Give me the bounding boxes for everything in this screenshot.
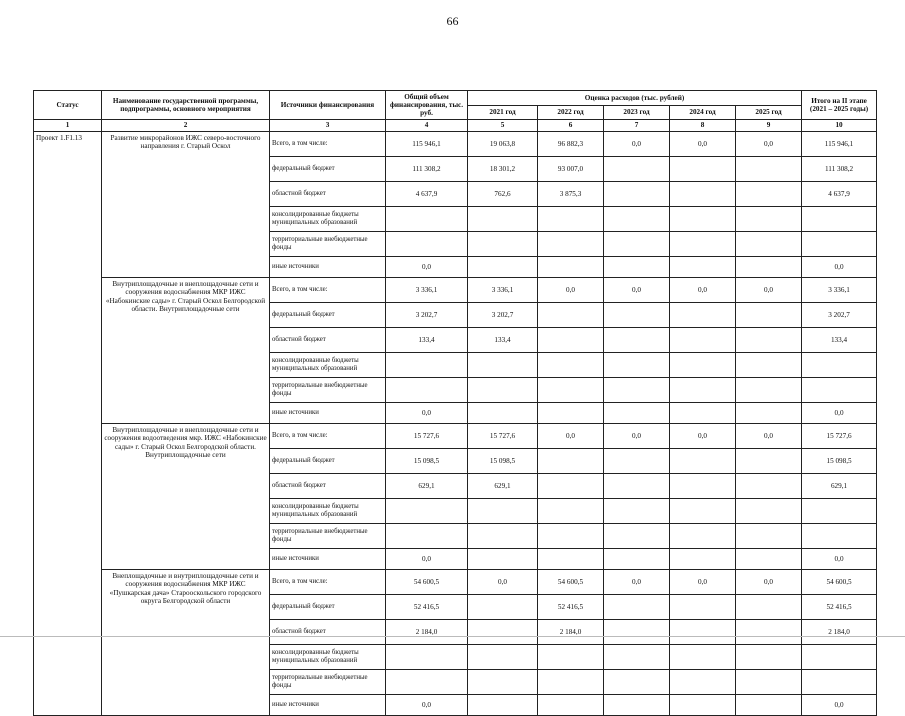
amount-cell [736,182,802,207]
funding-source: федеральный бюджет [270,303,386,328]
amount-cell [386,499,468,524]
amount-cell [736,595,802,620]
funding-source: консолидированные бюджеты муниципальных образований [270,645,386,670]
amount-cell: 19 063,8 [468,132,538,157]
amount-cell [670,303,736,328]
amount-cell: 15 098,5 [468,449,538,474]
header-status: Статус [34,91,102,120]
funding-source: областной бюджет [270,182,386,207]
amount-cell: 0,0 [538,278,604,303]
amount-cell: 52 416,5 [386,595,468,620]
funding-source: иные источники [270,549,386,570]
funding-source: федеральный бюджет [270,595,386,620]
amount-cell: 0,0 [802,695,877,716]
funding-source: Всего, в том числе: [270,424,386,449]
amount-cell [736,257,802,278]
amount-cell [802,645,877,670]
amount-cell [538,353,604,378]
amount-cell [802,232,877,257]
amount-cell: 52 416,5 [538,595,604,620]
amount-cell [736,620,802,645]
amount-cell: 15 727,6 [468,424,538,449]
header-estimate: Оценка расходов (тыс. рублей) [468,91,802,106]
amount-cell [670,207,736,232]
amount-cell: 0,0 [670,424,736,449]
amount-cell [604,353,670,378]
amount-cell: 762,6 [468,182,538,207]
amount-cell [468,645,538,670]
amount-cell [538,524,604,549]
amount-cell: 0,0 [670,278,736,303]
amount-cell [670,620,736,645]
amount-cell: 0,0 [670,570,736,595]
amount-cell [538,449,604,474]
amount-cell: 3 202,7 [468,303,538,328]
amount-cell [604,257,670,278]
amount-cell [736,695,802,716]
amount-cell [736,549,802,570]
amount-cell [386,670,468,695]
funding-source: территориальные внебюджетные фонды [270,232,386,257]
amount-cell [604,232,670,257]
amount-cell: 0,0 [736,570,802,595]
amount-cell: 15 098,5 [386,449,468,474]
amount-cell [736,328,802,353]
amount-cell [736,524,802,549]
amount-cell [736,378,802,403]
funding-source: областной бюджет [270,620,386,645]
amount-cell [736,232,802,257]
amount-cell: 54 600,5 [538,570,604,595]
amount-cell [386,645,468,670]
amount-cell [468,549,538,570]
column-number: 2 [102,120,270,132]
amount-cell: 0,0 [386,549,468,570]
amount-cell: 115 946,1 [386,132,468,157]
amount-cell [538,303,604,328]
amount-cell: 3 875,3 [538,182,604,207]
column-number: 10 [802,120,877,132]
amount-cell: 0,0 [468,570,538,595]
amount-cell [386,232,468,257]
column-number: 6 [538,120,604,132]
amount-cell [802,207,877,232]
amount-cell [670,403,736,424]
funding-source: областной бюджет [270,474,386,499]
funding-source: консолидированные бюджеты муниципальных образований [270,353,386,378]
amount-cell: 111 308,2 [386,157,468,182]
amount-cell: 15 727,6 [802,424,877,449]
amount-cell: 115 946,1 [802,132,877,157]
amount-cell [538,499,604,524]
amount-cell [670,378,736,403]
amount-cell: 133,4 [386,328,468,353]
amount-cell [802,353,877,378]
amount-cell [538,549,604,570]
amount-cell [468,207,538,232]
amount-cell [736,499,802,524]
column-number: 5 [468,120,538,132]
amount-cell: 0,0 [736,424,802,449]
amount-cell: 52 416,5 [802,595,877,620]
amount-cell [468,353,538,378]
amount-cell [604,182,670,207]
funding-source: консолидированные бюджеты муниципальных образований [270,499,386,524]
amount-cell [386,524,468,549]
amount-cell [538,695,604,716]
amount-cell [604,328,670,353]
funding-source: территориальные внебюджетные фонды [270,378,386,403]
amount-cell [538,403,604,424]
amount-cell [736,474,802,499]
amount-cell: 93 007,0 [538,157,604,182]
amount-cell [736,303,802,328]
amount-cell [736,207,802,232]
amount-cell [468,620,538,645]
amount-cell [736,645,802,670]
header-year: 2021 год [468,105,538,120]
amount-cell [736,403,802,424]
amount-cell [604,403,670,424]
amount-cell [604,157,670,182]
amount-cell: 54 600,5 [386,570,468,595]
amount-cell: 54 600,5 [802,570,877,595]
amount-cell [538,257,604,278]
table-row [34,132,877,157]
amount-cell [604,620,670,645]
header-summary: Итого на II этапе (2021 – 2025 годы) [802,91,877,120]
amount-cell [538,474,604,499]
amount-cell [538,328,604,353]
funding-source: иные источники [270,403,386,424]
amount-cell [670,645,736,670]
header-name: Наименование государственной программы, подпрограммы, основного мероприятия [102,91,270,120]
measure-description: Внутриплощадочные и внеплощадочные сети и сооружения водоснабжения МКР ИЖС «Набокинские сады» г. Старый Оскол Белгородской области. Внутриплощадочные сети [102,278,270,424]
amount-cell [604,499,670,524]
amount-cell: 18 301,2 [468,157,538,182]
amount-cell: 0,0 [604,570,670,595]
header-year: 2022 год [538,105,604,120]
amount-cell [468,524,538,549]
amount-cell [736,353,802,378]
amount-cell [468,670,538,695]
amount-cell [468,378,538,403]
status-cell: Проект 1.F1.13 [34,132,102,716]
column-number: 7 [604,120,670,132]
amount-cell [468,257,538,278]
amount-cell: 0,0 [736,132,802,157]
amount-cell [670,474,736,499]
amount-cell: 0,0 [386,695,468,716]
amount-cell: 0,0 [386,257,468,278]
amount-cell [802,670,877,695]
column-number: 1 [34,120,102,132]
amount-cell: 3 336,1 [468,278,538,303]
amount-cell [670,524,736,549]
amount-cell [604,207,670,232]
measure-description: Развитие микрорайонов ИЖС северо-восточного направления г. Старый Оскол [102,132,270,278]
header-year: 2025 год [736,105,802,120]
funding-source: Всего, в том числе: [270,132,386,157]
amount-cell [670,353,736,378]
amount-cell: 0,0 [604,424,670,449]
measure-description: Внутриплощадочные и внеплощадочные сети и сооружения водоотведения мкр. ИЖС «Набокинские сады» г. Старый Оскол Белгородской области. Внутриплощадочные сети [102,424,270,570]
amount-cell [468,232,538,257]
amount-cell: 3 336,1 [386,278,468,303]
amount-cell [802,524,877,549]
amount-cell: 2 184,0 [802,620,877,645]
amount-cell [670,499,736,524]
amount-cell: 4 637,9 [802,182,877,207]
funding-source: федеральный бюджет [270,157,386,182]
amount-cell: 0,0 [802,257,877,278]
funding-source: областной бюджет [270,328,386,353]
amount-cell [468,695,538,716]
amount-cell: 2 184,0 [386,620,468,645]
amount-cell: 133,4 [468,328,538,353]
amount-cell: 0,0 [604,278,670,303]
funding-source: Всего, в том числе: [270,278,386,303]
amount-cell [604,549,670,570]
header-year: 2024 год [670,105,736,120]
amount-cell [538,207,604,232]
amount-cell [604,449,670,474]
funding-source: территориальные внебюджетные фонды [270,524,386,549]
amount-cell: 96 882,3 [538,132,604,157]
table-row [34,278,877,303]
amount-cell [604,378,670,403]
column-number: 4 [386,120,468,132]
amount-cell [670,449,736,474]
amount-cell [604,303,670,328]
amount-cell [604,645,670,670]
amount-cell [386,378,468,403]
amount-cell: 629,1 [802,474,877,499]
page-bottom-edge [0,636,905,637]
funding-source: территориальные внебюджетные фонды [270,670,386,695]
page-number: 66 [446,14,459,28]
amount-cell [386,353,468,378]
funding-source: федеральный бюджет [270,449,386,474]
amount-cell [468,403,538,424]
amount-cell: 629,1 [468,474,538,499]
amount-cell [538,232,604,257]
amount-cell [670,157,736,182]
amount-cell: 133,4 [802,328,877,353]
amount-cell: 2 184,0 [538,620,604,645]
amount-cell [604,595,670,620]
amount-cell: 3 336,1 [802,278,877,303]
amount-cell [538,645,604,670]
funding-source: консолидированные бюджеты муниципальных образований [270,207,386,232]
amount-cell [604,695,670,716]
amount-cell: 629,1 [386,474,468,499]
column-number: 8 [670,120,736,132]
funding-source: иные источники [270,695,386,716]
amount-cell [670,182,736,207]
amount-cell: 0,0 [386,403,468,424]
amount-cell: 0,0 [670,132,736,157]
header-year: 2023 год [604,105,670,120]
amount-cell [802,378,877,403]
amount-cell [736,670,802,695]
amount-cell [670,328,736,353]
amount-cell: 15 727,6 [386,424,468,449]
table-row [34,570,877,595]
measure-description: Внеплощадочные и внутриплощадочные сети и сооружения водоснабжения МКР ИЖС «Пушкарская дача» Старооскольского городского округа Белгородской области [102,570,270,716]
header-source: Источники финансирования [270,91,386,120]
amount-cell [538,670,604,695]
amount-cell [736,157,802,182]
column-number: 3 [270,120,386,132]
amount-cell: 3 202,7 [386,303,468,328]
amount-cell: 111 308,2 [802,157,877,182]
amount-cell [468,499,538,524]
amount-cell [604,474,670,499]
amount-cell: 0,0 [736,278,802,303]
amount-cell: 0,0 [802,549,877,570]
budget-table [33,90,877,716]
amount-cell: 0,0 [604,132,670,157]
amount-cell [386,207,468,232]
column-number: 9 [736,120,802,132]
amount-cell [538,378,604,403]
funding-source: Всего, в том числе: [270,570,386,595]
amount-cell [468,595,538,620]
amount-cell [604,524,670,549]
table-row [34,424,877,449]
amount-cell [670,232,736,257]
table-body [34,132,877,716]
amount-cell: 0,0 [538,424,604,449]
amount-cell: 15 098,5 [802,449,877,474]
amount-cell [604,670,670,695]
amount-cell [736,449,802,474]
header-row-1 [34,91,877,106]
header-total: Общий объем финансирования, тыс. руб. [386,91,468,120]
amount-cell [670,549,736,570]
amount-cell [802,499,877,524]
amount-cell [670,257,736,278]
amount-cell [670,670,736,695]
amount-cell: 4 637,9 [386,182,468,207]
amount-cell: 3 202,7 [802,303,877,328]
amount-cell [670,695,736,716]
amount-cell: 0,0 [802,403,877,424]
column-number-row [34,120,877,132]
amount-cell [670,595,736,620]
funding-source: иные источники [270,257,386,278]
